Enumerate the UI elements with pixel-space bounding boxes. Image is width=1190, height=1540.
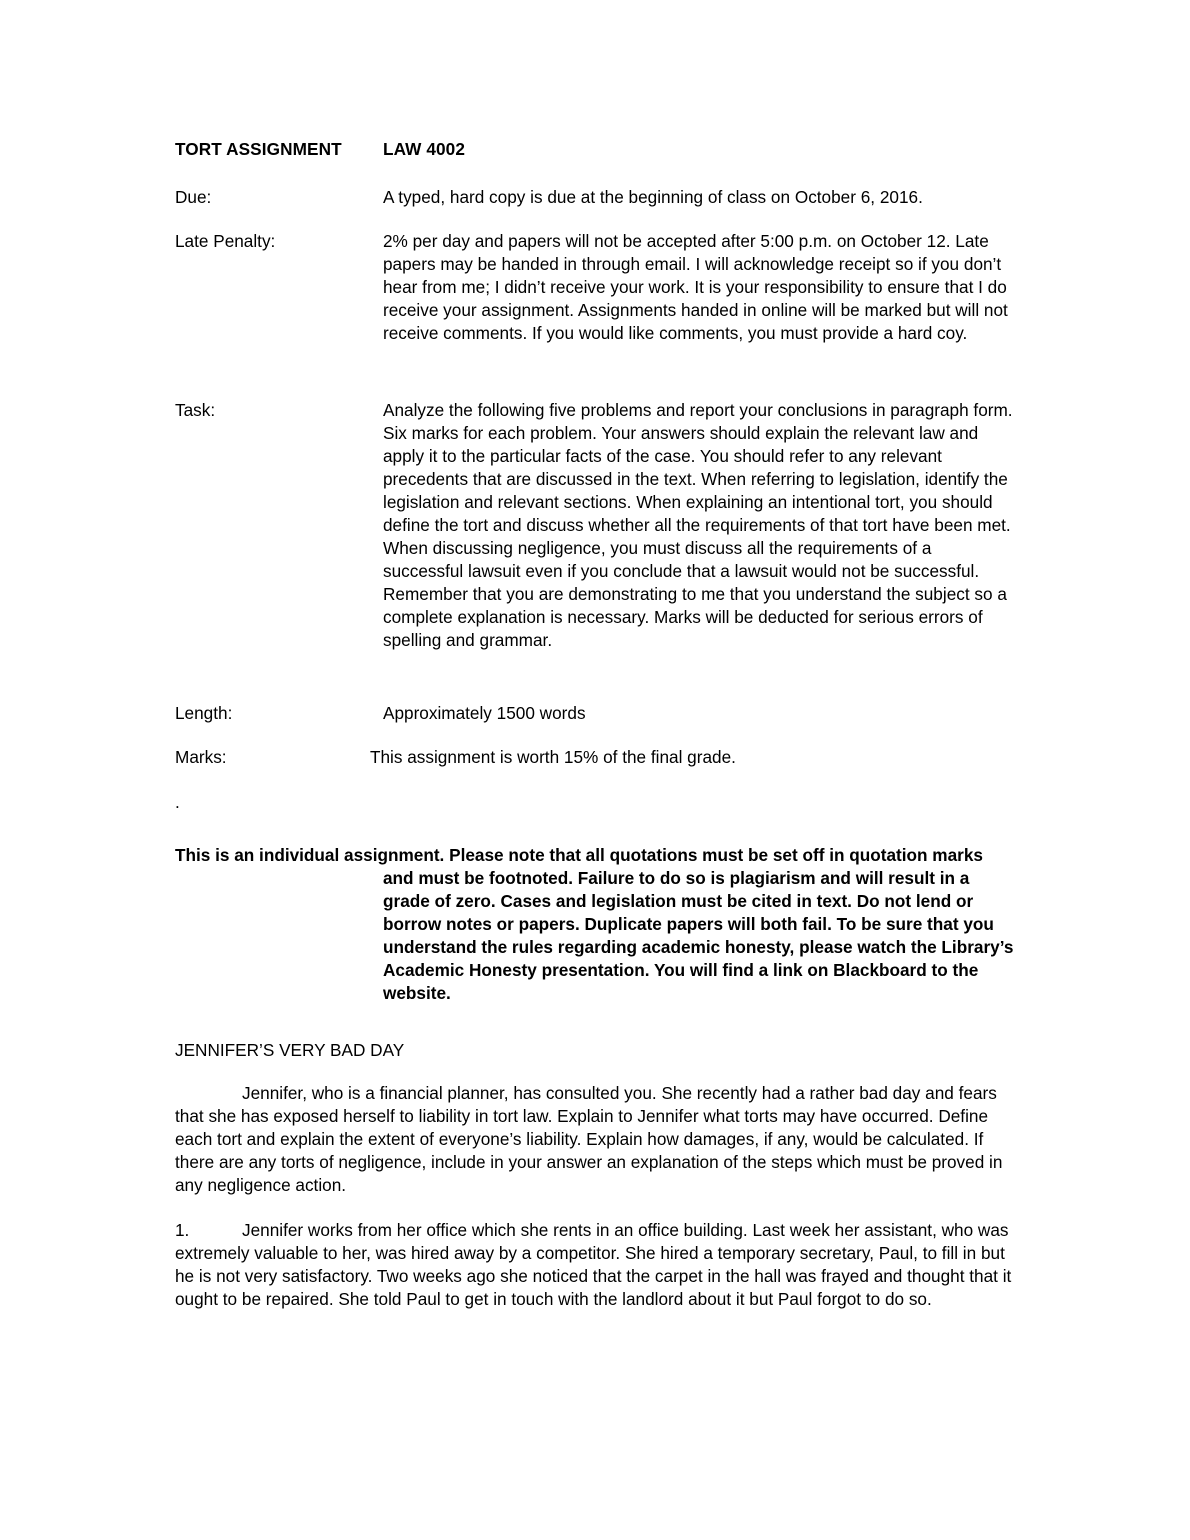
field-label-marks: Marks: (175, 747, 227, 767)
problem-text: Jennifer works from her office which she rents in an office building. Last week her assistant, who was extremely valuable to her, was hired away by a competitor. She hired a temporary secretary, Paul, to fill in but he is not very satisfactory. Two weeks ago she noticed that the carpet in the hall was frayed and thought that it ought to be repaired. She told Paul to get in touch with the landlord about it but Paul forgot to do so. (175, 1220, 1012, 1309)
page-title: TORT ASSIGNMENT (175, 139, 342, 159)
section-heading: JENNIFER’S VERY BAD DAY (175, 1040, 405, 1060)
field-value-late-penalty: 2% per day and papers will not be accepted after 5:00 p.m. on October 12. Late papers may be handed in through email. I will acknowledge receipt so if you don’t hear from me; I didn’t receive your work. It is your responsibility to ensure that I do receive your assignment. Assignments handed in online will be marked but will not receive comments. If you would like comments, you must provide a hard coy. (383, 231, 1008, 343)
field-label-due: Due: (175, 187, 212, 207)
intro-paragraph: Jennifer, who is a financial planner, has consulted you. She recently had a rather bad day and fears that she has exposed herself to liability in tort law. Explain to Jennifer what torts may have occurred. Define each tort and explain the extent of everyone’s liability. Explain how damages, if any, would be calculated. If there are any torts of negligence, include in your answer an explanation of the steps which must be proved in any negligence action. (175, 1083, 1003, 1195)
field-row-length (175, 702, 1015, 725)
field-row-task (175, 399, 1015, 652)
field-value-length: Approximately 1500 words (383, 703, 586, 723)
stray-period: . (175, 792, 180, 812)
problem-number: 1. (175, 1220, 190, 1240)
field-label-late-penalty: Late Penalty: (175, 231, 276, 251)
field-value-marks: This assignment is worth 15% of the final grade. (370, 747, 736, 767)
document-body (175, 138, 1015, 1333)
academic-honesty-notice: This is an individual assignment. Please note that all quotations must be set off in quotation marks and must be footnoted. Failure to do so is plagiarism and will result in a grade of zero. Cases and legislation must be cited in text. Do not lend or borrow notes or papers. Duplicate papers will both fail. To be sure that you understand the rules regarding academic honesty, please watch the Library’s Academic Honesty presentation. You will find a link on Blackboard to the website. (175, 845, 1014, 1003)
field-value-task: Analyze the following five problems and report your conclusions in paragraph form. Six marks for each problem. Your answers should explain the relevant law and apply it to the particular facts of the case. You should refer to any relevant precedents that are discussed in the text. When referring to legislation, identify the legislation and relevant sections. When explaining an intentional tort, you should define the tort and discuss whether all the requirements of that tort have been met. When discussing negligence, you must discuss all the requirements of a successful lawsuit even if you conclude that a lawsuit would not be successful. Remember that you are demonstrating to me that you understand the subject so a complete explanation is necessary. Marks will be deducted for serious errors of spelling and grammar. (383, 400, 1013, 650)
field-label-length: Length: (175, 703, 233, 723)
field-label-task: Task: (175, 400, 216, 420)
document-header (175, 138, 1015, 161)
course-code: LAW 4002 (383, 139, 465, 159)
field-row-due (175, 186, 1015, 209)
field-value-due: A typed, hard copy is due at the beginning of class on October 6, 2016. (383, 187, 923, 207)
field-row-late-penalty (175, 230, 1015, 345)
field-row-marks (175, 746, 1015, 769)
problem-item (175, 1219, 1015, 1311)
